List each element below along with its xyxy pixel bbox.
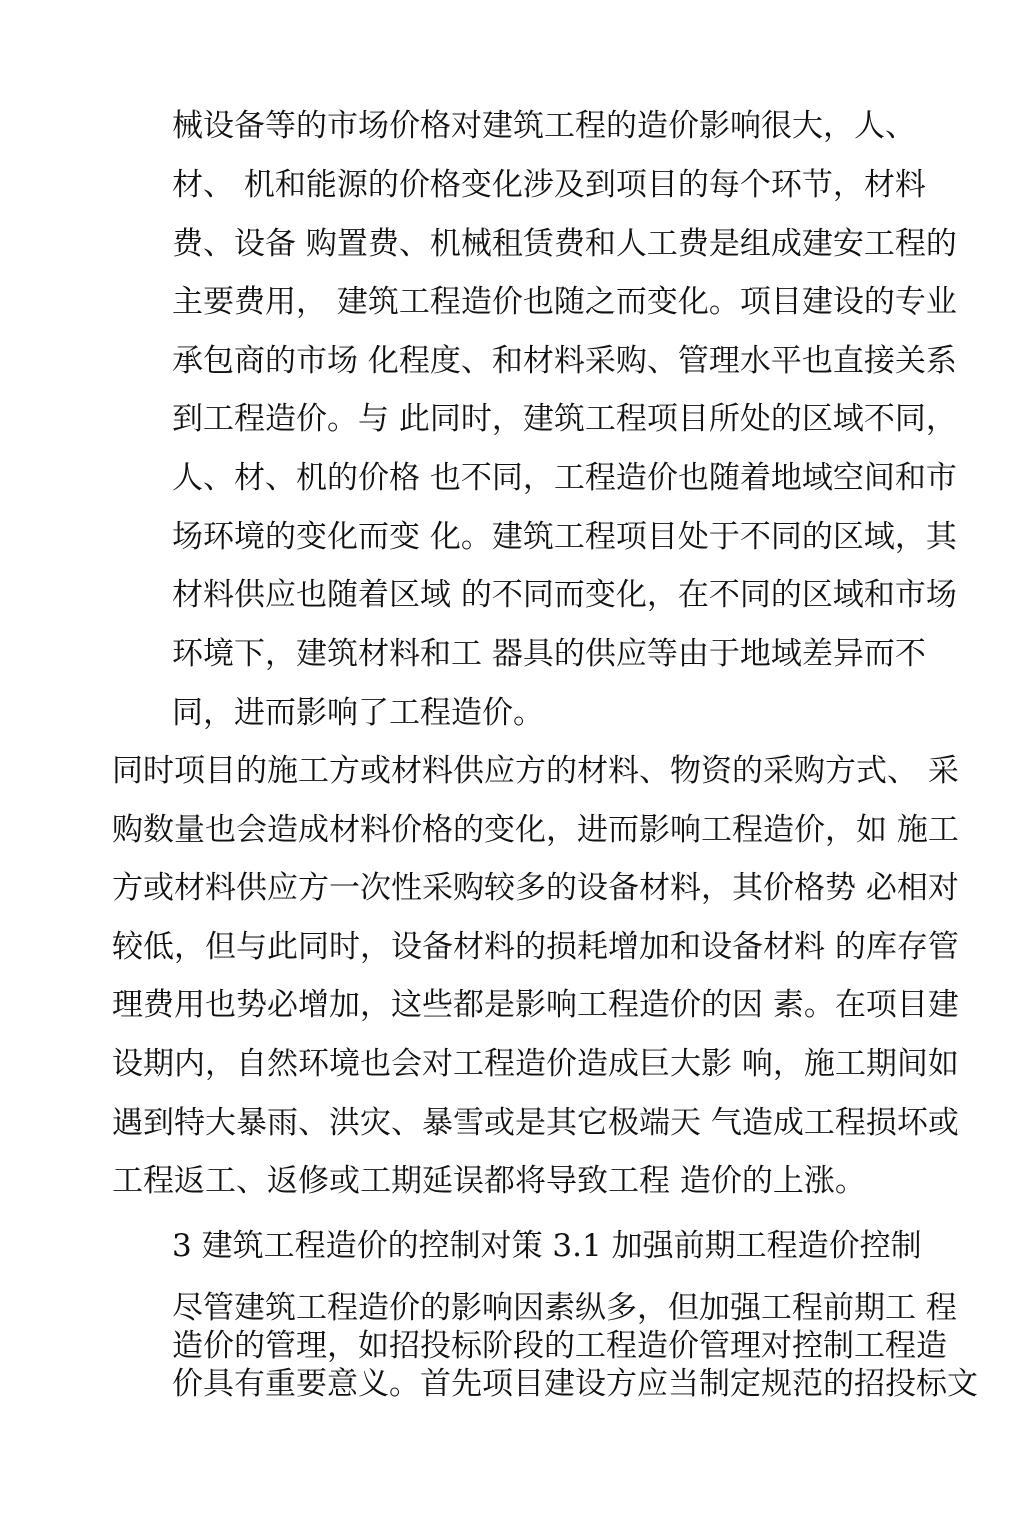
section-heading: 3 建筑工程造价的控制对策 3.1 加强前期工程造价控制 bbox=[172, 1228, 922, 1264]
text-line: 较低，但与此同时，设备材料的损耗增加和设备材料 的库存管 bbox=[112, 929, 959, 965]
text-line: 场环境的变化而变 化。建筑工程项目处于不同的区域，其 bbox=[172, 519, 957, 555]
text-line: 人、材、机的价格 也不同，工程造价也随着地域空间和市 bbox=[172, 460, 957, 496]
text-line: 造价的管理，如招投标阶段的工程造价管理对控制工程造 bbox=[172, 1328, 947, 1364]
text-line: 同，进而影响了工程造价。 bbox=[172, 695, 544, 731]
text-line: 购数量也会造成材料价格的变化，进而影响工程造价，如 施工 bbox=[112, 812, 959, 848]
text-line: 主要费用， 建筑工程造价也随之而变化。项目建设的专业 bbox=[172, 284, 957, 320]
text-line: 尽管建筑工程造价的影响因素纵多，但加强工程前期工 程 bbox=[172, 1290, 957, 1326]
text-line: 同时项目的施工方或材料供应方的材料、物资的采购方式、 采 bbox=[112, 753, 959, 789]
text-line: 理费用也势必增加，这些都是影响工程造价的因 素。在项目建 bbox=[112, 987, 959, 1023]
text-line: 承包商的市场 化程度、和材料采购、管理水平也直接关系 bbox=[172, 343, 957, 379]
text-line: 环境下，建筑材料和工 器具的供应等由于地域差异而不 bbox=[172, 636, 926, 672]
text-line: 材、 机和能源的价格变化涉及到项目的每个环节，材料 bbox=[172, 167, 926, 203]
text-line: 材料供应也随着区域 的不同而变化，在不同的区域和市场 bbox=[172, 577, 957, 613]
text-line: 到工程造价。与 此同时，建筑工程项目所处的区域不同， bbox=[172, 401, 957, 437]
text-line: 工程返工、返修或工期延误都将导致工程 造价的上涨。 bbox=[112, 1163, 866, 1199]
text-line: 设期内，自然环境也会对工程造价造成巨大影 响，施工期间如 bbox=[112, 1046, 959, 1082]
text-line: 方或材料供应方一次性采购较多的设备材料，其价格势 必相对 bbox=[112, 870, 959, 906]
text-line: 遇到特大暴雨、洪灾、暴雪或是其它极端天 气造成工程损坏或 bbox=[112, 1105, 959, 1141]
text-line: 费、设备 购置费、机械租赁费和人工费是组成建安工程的 bbox=[172, 226, 957, 262]
text-line: 械设备等的市场价格对建筑工程的造价影响很大，人、 bbox=[172, 108, 916, 144]
text-line: 价具有重要意义。首先项目建设方应当制定规范的招投标文 bbox=[172, 1366, 978, 1402]
